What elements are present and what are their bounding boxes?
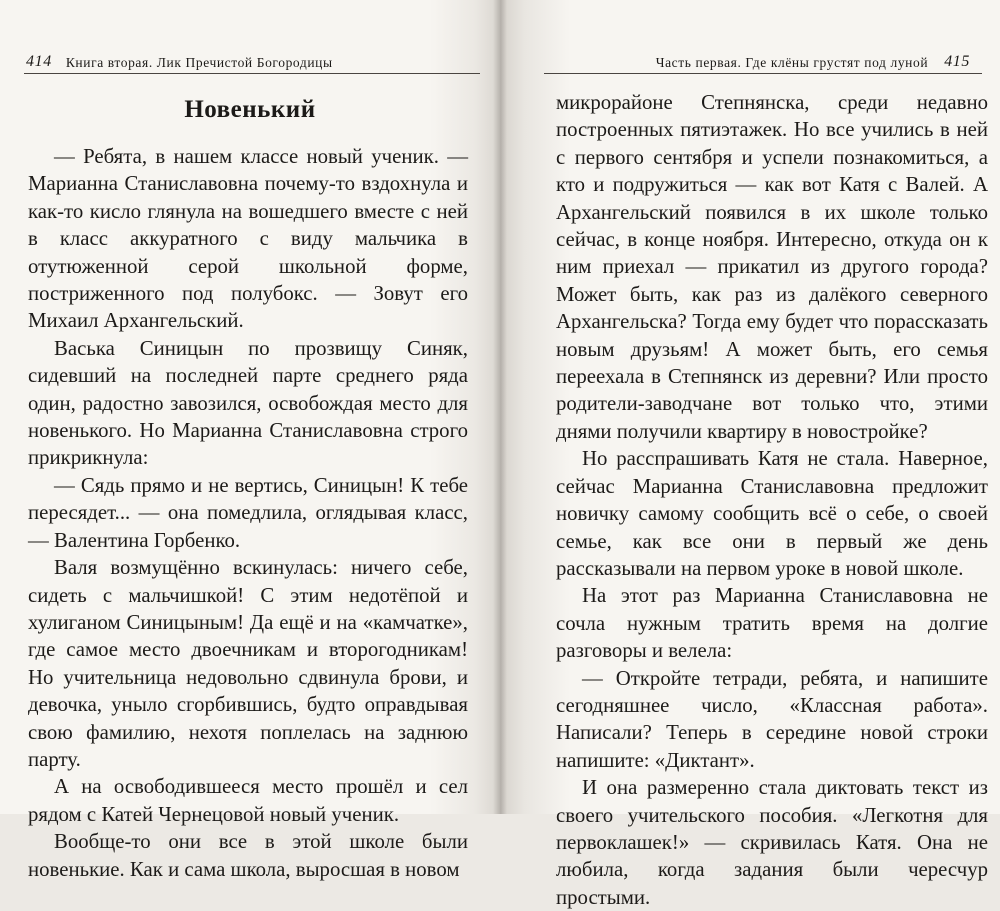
left-running-head-title: Книга вторая. Лик Пречистой Богородицы xyxy=(65,55,333,70)
left-header-rule xyxy=(24,73,480,74)
right-running-head-title: Часть первая. Где клёны грустят под луной xyxy=(655,55,929,70)
paragraph: Валя возмущённо вскинулась: ничего себе, сидеть с мальчишкой! С этим недотёпой и хулиганом Синицыным! Да ещё и на «камчатке», где самое место двоечникам и второгодникам! Но учительница недовольно сдвинула брови, и девочка, уныло сгорбившись, будто оправдывая свою фамилию, нехотя поплелась на заднюю парту. xyxy=(28,556,468,771)
right-body-text xyxy=(556,89,988,911)
right-running-head xyxy=(556,47,970,71)
right-header-rule xyxy=(544,73,982,74)
right-page-number: 415 xyxy=(944,53,970,70)
chapter-title: Новенький xyxy=(184,96,316,123)
paragraph: Вообще-то они все в этой школе были новенькие. Как и сама школа, выросшая в новом xyxy=(28,830,468,881)
left-page xyxy=(0,0,500,881)
paragraph: А на освободившееся место прошёл и сел рядом с Катей Чернецовой новый ученик. xyxy=(28,775,468,826)
paragraph: микрорайоне Степнянска, среди недавно построенных пятиэтажек. Но все учились в ней с первого сентября и успели познакомиться, а кто и подружиться — как вот Катя с Валей. А Архангельский появился в их школе только сейчас, в конце ноября. Интересно, откуда он к ним приехал — прикатил из другого города? Может быть, как раз из далёкого северного Архангельска? Тогда ему будет что порассказать новым друзьям! А может быть, его семья переехала в Степнянск из деревни? Или просто родители-заводчане вот только что, этими днями получили квартиру в новостройке? xyxy=(556,91,988,443)
right-page xyxy=(500,0,1000,909)
paragraph: — Откройте тетради, ребята, и напишите сегодняшнее число, «Классная работа». Написали? Теперь в середине новой строки напишите: «Диктант». xyxy=(556,666,988,772)
left-body-text xyxy=(28,143,468,883)
paragraph: — Ребята, в нашем классе новый ученик. — Марианна Станиславовна почему-то вздохнула и как-то кисло глянула на вошедшего вместе с ней в класс аккуратного с виду мальчика в отутюженной серой школьной форме, постриженного под полубокс. — Зовут его Михаил Архангельский. xyxy=(28,145,468,333)
paragraph: И она размеренно стала диктовать текст из своего учительского пособия. «Легкотня для первоклашек!» — скривилась Катя. Она не любила, когда задания были чересчур простыми. xyxy=(556,776,988,909)
paragraph: На этот раз Марианна Станиславовна не сочла нужным тратить время на долгие разговоры и велела: xyxy=(556,584,988,663)
paragraph: — Сядь прямо и не вертись, Синицын! К тебе пересядет... — она помедлила, оглядывая класс, — Валентина Горбенко. xyxy=(28,473,468,552)
left-running-head xyxy=(26,47,464,71)
left-page-number: 414 xyxy=(26,53,52,70)
paragraph: Васька Синицын по прозвищу Синяк, сидевший на последней парте среднего ряда один, радостно завозился, освобождая место для новенького. Но Марианна Станиславовна строго прикрикнула: xyxy=(28,336,468,470)
paragraph: Но расспрашивать Катя не стала. Наверное, сейчас Марианна Станиславовна предложит новичку самому сообщить всё о себе, о своей семье, как все они в первый же день рассказывали на первом уроке в новой школе. xyxy=(556,447,988,580)
book-gutter-shadow xyxy=(493,0,507,814)
